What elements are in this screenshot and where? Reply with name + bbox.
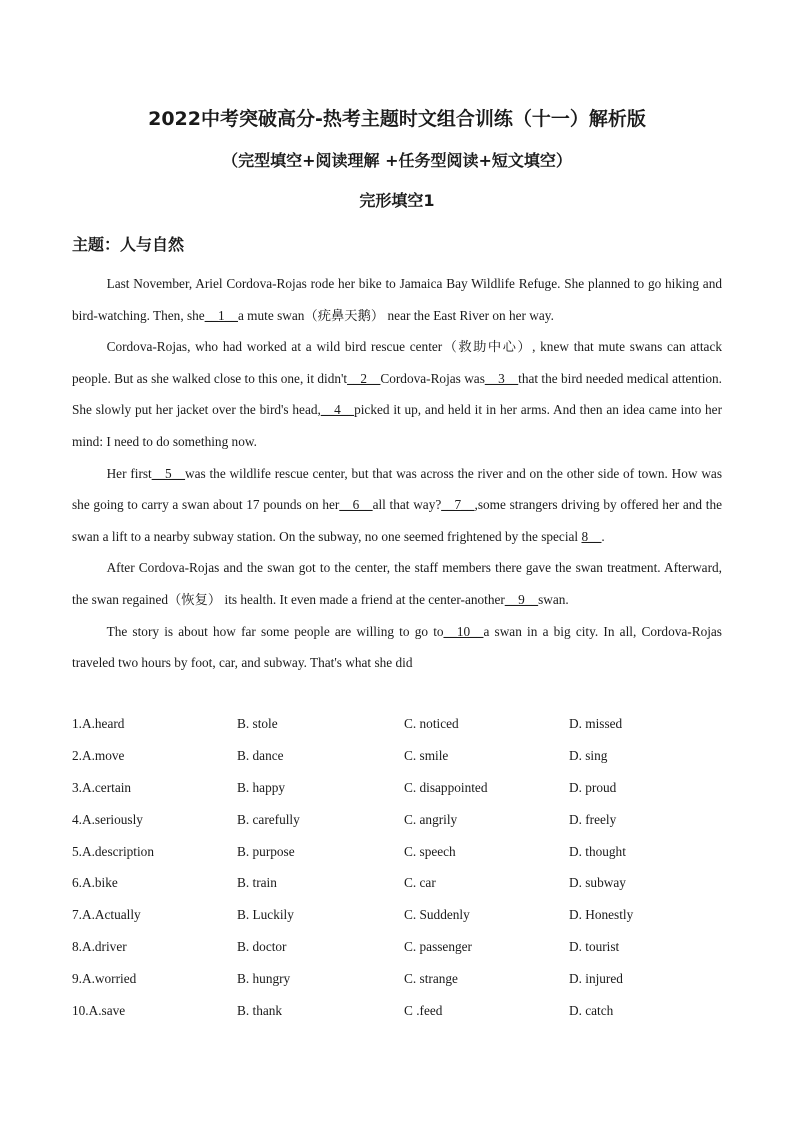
paragraph-4 xyxy=(72,552,722,615)
option-c: C .feed xyxy=(404,1003,443,1019)
blank-9: __9__ xyxy=(504,591,539,607)
paragraph-3 xyxy=(72,458,722,553)
option-c: C. Suddenly xyxy=(404,907,470,923)
blank-3: __3__ xyxy=(484,370,519,386)
text: Last November, Ariel Cordova-Rojas rode her bike to Jamaica Bay Wildlife Refuge. She planned to go hiking and bird-watching. Then, she xyxy=(72,276,722,323)
section-heading: 完形填空1 xyxy=(359,191,435,210)
option-d: D. tourist xyxy=(569,939,620,955)
blank-4: __4__ xyxy=(320,402,355,418)
text: a mute swan（疣鼻天鹅） near the East River on her way. xyxy=(237,307,554,323)
blank-1: __1__ xyxy=(204,307,238,323)
option-d: D. thought xyxy=(569,843,626,859)
blank-5: __5__ xyxy=(151,465,185,481)
option-a: 5.A.description xyxy=(72,843,154,859)
option-d: D. freely xyxy=(569,811,617,827)
option-b: B. train xyxy=(237,875,277,891)
text: swan. xyxy=(538,591,569,607)
option-c: C. strange xyxy=(404,971,458,987)
option-a: 10.A.save xyxy=(72,1003,126,1019)
option-d: D. sing xyxy=(569,747,608,763)
option-d: D. proud xyxy=(569,779,617,795)
option-c: C. disappointed xyxy=(404,779,488,795)
text: Cordova-Rojas was xyxy=(380,370,485,386)
option-a: 8.A.driver xyxy=(72,939,127,955)
paragraph-2 xyxy=(72,331,722,457)
option-row-5 xyxy=(72,840,732,872)
paragraph-5 xyxy=(72,616,722,679)
option-d: D. subway xyxy=(569,875,626,891)
text: was the wildlife rescue center, but that was across the river and on the other side of town. How was she going to carry a swan about 17 pounds on her xyxy=(72,465,723,513)
option-b: B. Luckily xyxy=(237,907,294,923)
option-d: D. Honestly xyxy=(569,907,634,923)
option-row-2 xyxy=(72,744,732,776)
option-b: B. hungry xyxy=(237,971,291,987)
option-a: 9.A.worried xyxy=(72,971,137,987)
option-d: D. injured xyxy=(569,971,623,987)
text: all that way? xyxy=(372,497,442,513)
topic-heading: 主题：人与自然 xyxy=(72,235,185,254)
option-b: B. happy xyxy=(237,779,286,795)
answer-options xyxy=(72,712,732,1031)
text: ,some strangers driving by offered her and the swan a lift to a nearby subway station. On the subway, no one seemed frightened by the special xyxy=(72,497,722,544)
option-c: C. noticed xyxy=(404,716,459,731)
option-b: B. doctor xyxy=(237,939,287,955)
option-c: C. angrily xyxy=(404,811,458,827)
option-row-4 xyxy=(72,808,732,840)
option-c: C. car xyxy=(404,875,436,891)
option-row-6 xyxy=(72,871,732,903)
option-a: 2.A.move xyxy=(72,747,125,763)
text: Her first xyxy=(106,465,152,481)
option-b: B. purpose xyxy=(237,843,295,859)
page-subtitle: （完型填空+阅读理解 +任务型阅读+短文填空） xyxy=(222,151,572,170)
option-a: 1.A.heard xyxy=(72,716,125,731)
text: . xyxy=(601,528,605,544)
blank-8: 8__ xyxy=(581,528,602,544)
option-row-3 xyxy=(72,776,732,808)
option-row-1 xyxy=(72,712,732,744)
text: picked it up, and held it in her arms. And then an idea came into her mind: I need to do something now. xyxy=(72,402,722,449)
option-row-9 xyxy=(72,967,732,999)
text: Cordova-Rojas, who had worked at a wild bird rescue center（救助中心）, knew that mute swans can attack people. But as she walked close to this one, it didn't xyxy=(72,339,722,386)
option-row-10 xyxy=(72,999,732,1031)
option-a: 3.A.certain xyxy=(72,779,132,795)
option-d: D. missed xyxy=(569,716,623,731)
option-b: B. thank xyxy=(237,1003,283,1019)
option-row-7 xyxy=(72,903,732,935)
page-title: 2022中考突破高分-热考主题时文组合训练（十一）解析版 xyxy=(148,108,646,130)
option-a: 6.A.bike xyxy=(72,875,118,891)
cloze-passage xyxy=(72,268,722,679)
text: After Cordova-Rojas and the swan got to the center, the staff members there gave the swan treatment. Afterward, the swan regained（恢复） its health. It even made a friend at the center-another xyxy=(72,560,722,607)
option-c: C. smile xyxy=(404,747,449,763)
option-c: C. speech xyxy=(404,843,456,859)
text: a swan in a big city. In all, Cordova-Rojas traveled two hours by foot, car, and subway. That's what she did xyxy=(72,623,722,671)
option-c: C. passenger xyxy=(404,939,472,955)
option-b: B. stole xyxy=(237,716,278,731)
option-a: 4.A.seriously xyxy=(72,811,143,827)
blank-6: __6__ xyxy=(339,497,373,513)
option-b: B. carefully xyxy=(237,811,300,827)
blank-2: __2__ xyxy=(347,370,381,386)
blank-7: __7__ xyxy=(441,497,475,513)
text: that the bird needed medical attention. She slowly put her jacket over the bird's head, xyxy=(72,370,723,418)
option-d: D. catch xyxy=(569,1003,614,1019)
option-b: B. dance xyxy=(237,747,284,763)
blank-10: __10__ xyxy=(443,623,484,639)
text: The story is about how far some people are willing to go to xyxy=(106,623,444,639)
option-row-8 xyxy=(72,935,732,967)
option-a: 7.A.Actually xyxy=(72,907,141,923)
paragraph-1 xyxy=(72,268,722,331)
